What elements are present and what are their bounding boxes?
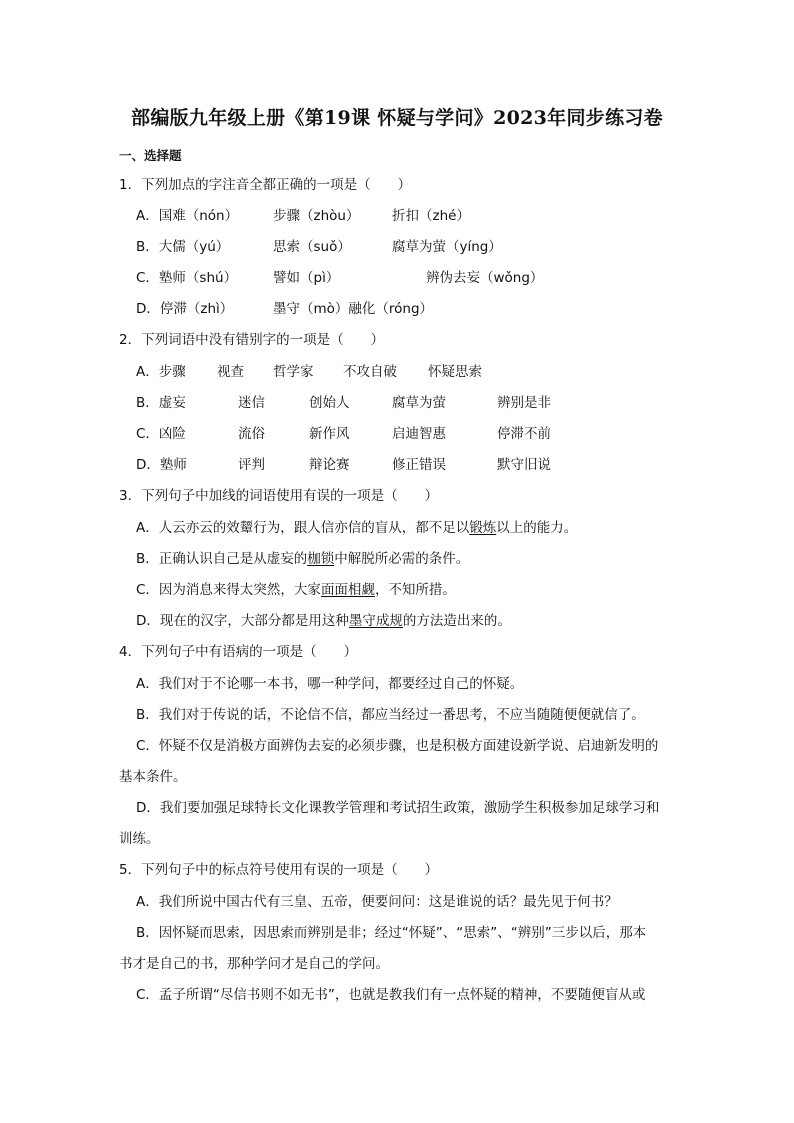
question-3-option-b[interactable]	[136, 553, 469, 567]
question-3-option-c[interactable]	[136, 584, 456, 598]
option-text: D．现在的汉字，大部分都是用这种	[136, 613, 349, 629]
option-word: A．步骤	[136, 364, 186, 380]
option-part: 辨伪去妄（wǒng）	[426, 270, 544, 286]
question-4-option-d[interactable]: D．我们要加强足球特长文化课教学管理和考试招生政策，激励学生积极参加足球学习和	[136, 800, 660, 816]
option-text: 中解脱所必需的条件。	[334, 551, 470, 567]
underlined-word: 锻炼	[469, 520, 497, 536]
option-word: 辩论赛	[309, 457, 350, 473]
option-part: C．塾师（shú）	[136, 270, 238, 286]
question-3-option-d[interactable]	[136, 615, 511, 629]
option-word: 视查	[217, 364, 244, 380]
underlined-word: 墨守成规	[348, 613, 403, 629]
option-word: 修正错误	[392, 457, 446, 473]
option-word: 创始人	[309, 395, 350, 411]
question-4-option-c-cont: 基本条件。	[119, 769, 187, 785]
option-part: B．大儒（yú）	[136, 239, 230, 255]
question-5-option-a[interactable]: A．我们所说中国古代有三皇、五帝，便要问问：这是谁说的话？最先见于何书？	[136, 894, 618, 910]
question-5-option-b[interactable]: B．因怀疑而思索，因思索而辨别是非；经过“怀疑”、“思索”、“辨别”三步以后，那本	[136, 925, 647, 941]
option-part: 腐草为萤（yíng）	[392, 239, 502, 255]
option-word: 流俗	[238, 426, 265, 442]
option-word: B．虚妄	[136, 395, 186, 411]
option-word: 评判	[238, 457, 265, 473]
option-part: 步骤（zhòu）	[273, 208, 360, 224]
question-4-option-c[interactable]: C．怀疑不仅是消极方面辨伪去妄的必须步骤，也是积极方面建设新学说、启迪新发明的	[136, 738, 659, 754]
option-word: 默守旧说	[497, 457, 551, 473]
option-text: 以上的能力。	[496, 520, 578, 536]
question-5-option-c[interactable]: C．孟子所谓“尽信书则不如无书”，也就是教我们有一点怀疑的精神，不要随便盲从或	[136, 987, 646, 1003]
option-part: 折扣（zhé）	[392, 208, 470, 224]
option-text: C．因为消息来得太突然，大家	[136, 582, 321, 598]
option-word: C．凶险	[136, 426, 186, 442]
option-word: 启迪智惠	[392, 426, 446, 442]
option-word: 腐草为萤	[392, 395, 446, 411]
question-3-stem: 3．下列句子中加线的词语使用有误的一项是（ ）	[119, 488, 439, 504]
option-word: 辨别是非	[497, 395, 551, 411]
option-text: 的方法造出来的。	[402, 613, 511, 629]
option-part: 譬如（pì）	[273, 270, 340, 286]
question-3-option-a[interactable]	[136, 522, 577, 536]
option-part: A．国难（nón）	[136, 208, 239, 224]
question-1-stem: 1．下列加点的字注音全都正确的一项是（ ）	[119, 177, 412, 193]
option-text: A．人云亦云的效颦行为，跟人信亦信的盲从，都不足以	[136, 520, 470, 536]
option-word: 新作风	[309, 426, 350, 442]
question-5-stem: 5．下列句子中的标点符号使用有误的一项是（ ）	[119, 862, 439, 878]
option-text: ，不知所措。	[374, 582, 456, 598]
question-4-option-a[interactable]: A．我们对于不论哪一本书，哪一种学问，都要经过自己的怀疑。	[136, 676, 524, 692]
option-word: 不攻自破	[343, 364, 397, 380]
question-5-option-b-cont: 书才是自己的书，那种学问才是自己的学问。	[119, 956, 389, 972]
question-4-option-b[interactable]: B．我们对于传说的话，不论信不信，都应当经过一番思考，不应当随随便便就信了。	[136, 707, 645, 723]
option-text: B．正确认识自己是从虚妄的	[136, 551, 308, 567]
option-part: 思索（suǒ）	[273, 239, 351, 255]
option-part: D．停滞（zhì）	[136, 301, 234, 317]
question-2-stem: 2．下列词语中没有错别字的一项是（ ）	[119, 332, 385, 348]
option-word: 哲学家	[273, 364, 314, 380]
option-word: 怀疑思索	[428, 364, 482, 380]
underlined-word: 枷锁	[307, 551, 335, 567]
question-4-option-d-cont: 训练。	[119, 831, 160, 847]
page-title: 部编版九年级上册《第19课 怀疑与学问》2023年同步练习卷	[131, 107, 663, 129]
option-word: 停滞不前	[497, 426, 551, 442]
section-heading: 一、选择题	[119, 148, 182, 163]
option-word: 迷信	[238, 395, 265, 411]
underlined-word: 面面相觑	[320, 582, 375, 598]
question-4-stem: 4．下列句子中有语病的一项是（ ）	[119, 644, 358, 660]
option-part: 墨守（mò）融化（róng）	[273, 301, 434, 317]
option-word: D．塾师	[136, 457, 187, 473]
